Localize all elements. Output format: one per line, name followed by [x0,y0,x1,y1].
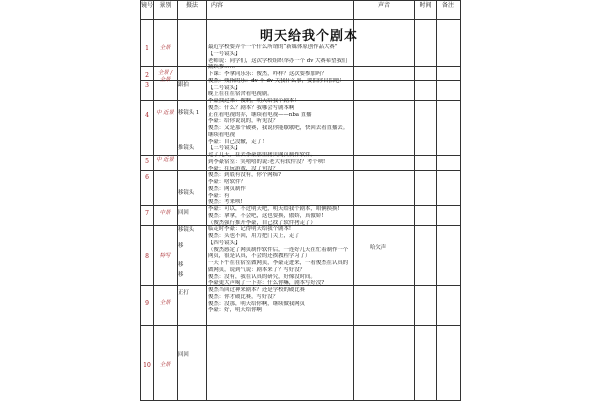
header-time: 时间 [419,2,432,9]
content-line: 俊杰：残指的乐：dv 不 dv 关我什么事，要拍你自拍吧！ [208,77,345,84]
header-technique: 摄法 [185,2,198,9]
scene-label: 中 近景 [156,157,174,163]
shot-number: 3 [145,82,149,89]
content-line: 正在看电视的乔，继续看电视——nba 直播 [208,111,312,118]
content-line: 临走时李豪：记得明天给我个剧本! [208,226,292,233]
header-shot-no: 镜号 [141,2,154,9]
content-line: 俊杰：头也不回，用力把门关上，走了 [208,233,300,239]
content-line: 继续看电视 [208,131,235,138]
content-line: 老师说：同学们，这次学校组织举办一个 dv 大赛希望我们 [208,57,348,64]
shot-number: 8 [145,253,149,260]
content-line: 李豪：好，明天给你啊 [208,307,262,314]
content-line: 【三号镜头】 [208,145,241,152]
content-line: 到李豪宿室：笑嘻嘻的说:老大有软件没？考个呗! [208,158,326,165]
content-line: 俊杰：到底有没有，你个网痴? [208,172,281,179]
technique-label: 移 [178,262,184,268]
technique-label: 移 [178,243,184,249]
shot-number: 10 [143,362,151,369]
shot-number: 4 [145,112,149,119]
sound-label: 哈欠声 [370,245,387,251]
technique-label: 推镜头 [178,145,195,151]
scene-label: 中 近景 [156,110,174,116]
technique-label: 移 [178,272,184,278]
column-divider [177,0,178,400]
content-line: 【一号镜头】 [208,50,241,57]
technique-label: 正打 [178,290,189,296]
content-line: 过了几天，在去李豪那里拷贝网页制作软件。 [208,152,316,158]
shot-number: 9 [145,300,149,307]
content-line: （俊杰强行推开李豪，自己找了软件拷走了） [208,219,316,226]
script-sheet [140,0,460,400]
technique-label: 移镜头 [178,227,195,233]
content-line: 【二号镜头】 [208,84,241,91]
content-line: 李豪：给你说说的，听见没？ [208,118,279,125]
script-content [208,44,408,314]
content-line: 做网页，说到气说：剧本来了？写好没？ [208,266,306,273]
content-line: 网页，很是认真，不会的还挨教程学习了） [208,253,311,260]
shot-number: 2 [145,72,149,79]
header-scene: 景别 [159,2,172,9]
content-line: 李豪：有 [208,192,230,199]
content-line: （俊杰感定了网页制作软件后，一连好几天在忙着制作一个 [208,246,349,253]
content-line: 李豪：可以，不过明天吧，明天给我个剧本，咱俩换换! [208,206,340,212]
technique-label: 跟拍 [178,82,189,88]
content-line: 李豪：自己没辙，走了！ [208,138,268,145]
content-line: 李豪更大声喝了一下乔：什么你嘛，剧本写好没? [208,280,325,287]
content-line: 晚上在在在宿舍看电视剧。 [208,91,273,98]
header-notes: 备注 [441,2,454,9]
content-line: 一天下午在在宿室做网页，李豪走进来，一看俊杰在认真的 [208,260,349,266]
content-line: 俊杰：又是那个破赛，我说你能歇歇吧，快回去看直播去。 [208,125,349,131]
column-divider [436,0,437,400]
scene-label: 特写 [159,253,171,259]
technique-label: 回回 [178,352,189,358]
page-title: 明天给我个剧本 [260,29,359,44]
content-line: 最近学校要弄个一个什么所谓的“新媒体原创作品大赛” [208,44,338,50]
content-line: 俊杰：拿拿，不会吧，这也要换，傲娇，真傲娇! [208,212,324,219]
header-sound: 声音 [377,2,390,9]
column-divider [153,0,154,400]
content-line: 俊杰：没那，明天给你啊，继续做我网页 [208,300,306,307]
shot-number: 1 [145,45,149,52]
content-line: 俊杰：没有，我在认真的研究，好像没时间。 [208,273,316,280]
content-line: 俊杰：网页制作 [208,185,246,192]
row-divider [140,325,460,326]
content-line: 踊跃参…… [208,64,235,71]
content-line: 俊杰：考来呗! [208,199,243,206]
shot-number: 5 [145,158,149,165]
scene-label: 全景 / 全景 [157,70,173,83]
shot-number: 7 [145,210,149,217]
content-line: 李豪：在玩游戏，没了句没？ [208,165,279,172]
content-line: 李豪：啥软件？ [208,179,246,185]
content-line: 俊杰：你才破比赛，写好没？ [208,293,279,300]
scene-label: 全景 [159,45,171,51]
technique-label: 移镜头 1 [178,110,200,116]
shot-number: 6 [145,174,149,181]
column-divider [414,0,415,400]
content-line: 【四号镜头】 [208,239,241,246]
content-line: 下课：李拿同乐乐：俊杰，咋样？这次要参加吗？ [208,71,327,77]
content-line: 俊杰当回过神来剧本？还是学校的破比赛 [208,287,306,293]
scene-label: 全景 [159,300,171,306]
technique-label: 回回 [178,210,189,216]
scene-label: 中景 [159,210,171,216]
scene-label: 全景 [159,362,171,368]
header-content: 内容 [210,2,223,9]
content-line: 李豪找过来：俊啊，明天给我个剧本！ [208,98,300,104]
content-line: 俊杰：什么？剧本？我哪会写剧本啊 [208,104,295,111]
header-divider [140,19,460,20]
technique-label: 移镜头 [178,190,195,196]
column-divider [206,0,207,400]
